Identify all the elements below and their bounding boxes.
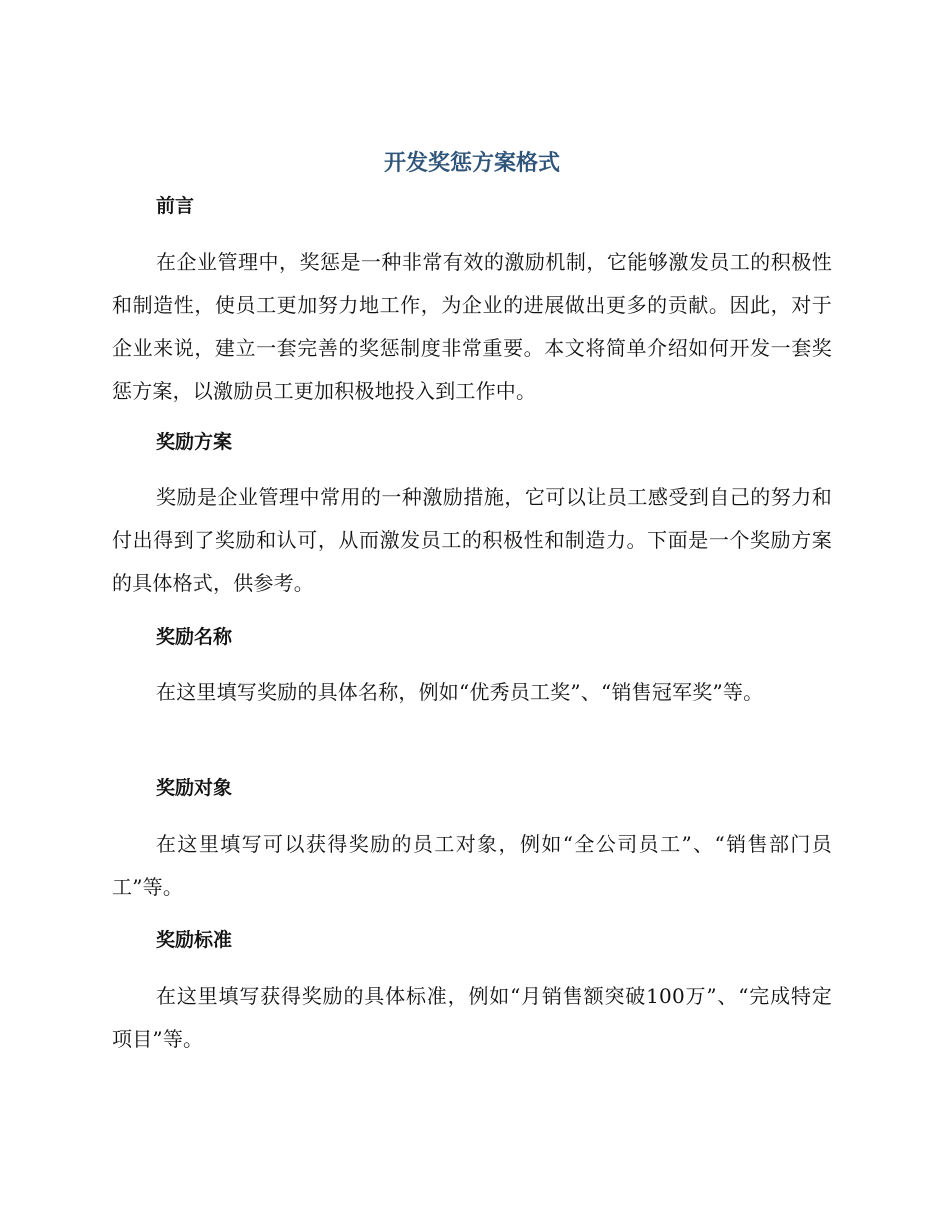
section-paragraph-reward-target: 在这里填写可以获得奖励的员工对象，例如“全公司员工”、“销售部门员工”等。: [112, 832, 832, 899]
section-paragraph-preface: 在企业管理中，奖惩是一种非常有效的激励机制，它能够激发员工的积极性和制造性，使员工更加努力地工作，为企业的进展做出更多的贡献。因此，对于企业来说，建立一套完善的奖惩制度非常重要。本文将简单介绍如何开发一套奖惩方案，以激励员工更加积极地投入到工作中。: [112, 250, 832, 403]
section-heading-reward-target: 奖励对象: [156, 777, 233, 799]
section-heading-preface: 前言: [156, 195, 195, 217]
section-paragraph-reward-plan: 奖励是企业管理中常用的一种激励措施，它可以让员工感受到自己的努力和付出得到了奖励和认可，从而激发员工的积极性和制造力。下面是一个奖励方案的具体格式，供参考。: [112, 485, 832, 595]
section-reward-plan: [112, 427, 832, 605]
section-preface: [112, 191, 832, 413]
section-reward-target: [112, 773, 832, 909]
section-reward-criteria: [112, 925, 832, 1061]
section-heading-reward-plan: 奖励方案: [156, 431, 233, 453]
section-heading-reward-criteria: 奖励标准: [156, 929, 233, 951]
section-reward-name: [112, 622, 832, 714]
section-paragraph-reward-name: 在这里填写奖励的具体名称，例如“优秀员工奖”、“销售冠军奖”等。: [156, 680, 764, 704]
section-paragraph-reward-criteria: 在这里填写获得奖励的具体标准，例如“月销售额突破100万”、“完成特定项目”等。: [112, 984, 832, 1051]
section-heading-reward-name: 奖励名称: [156, 626, 233, 648]
document-title: 开发奖惩方案格式: [383, 151, 560, 176]
